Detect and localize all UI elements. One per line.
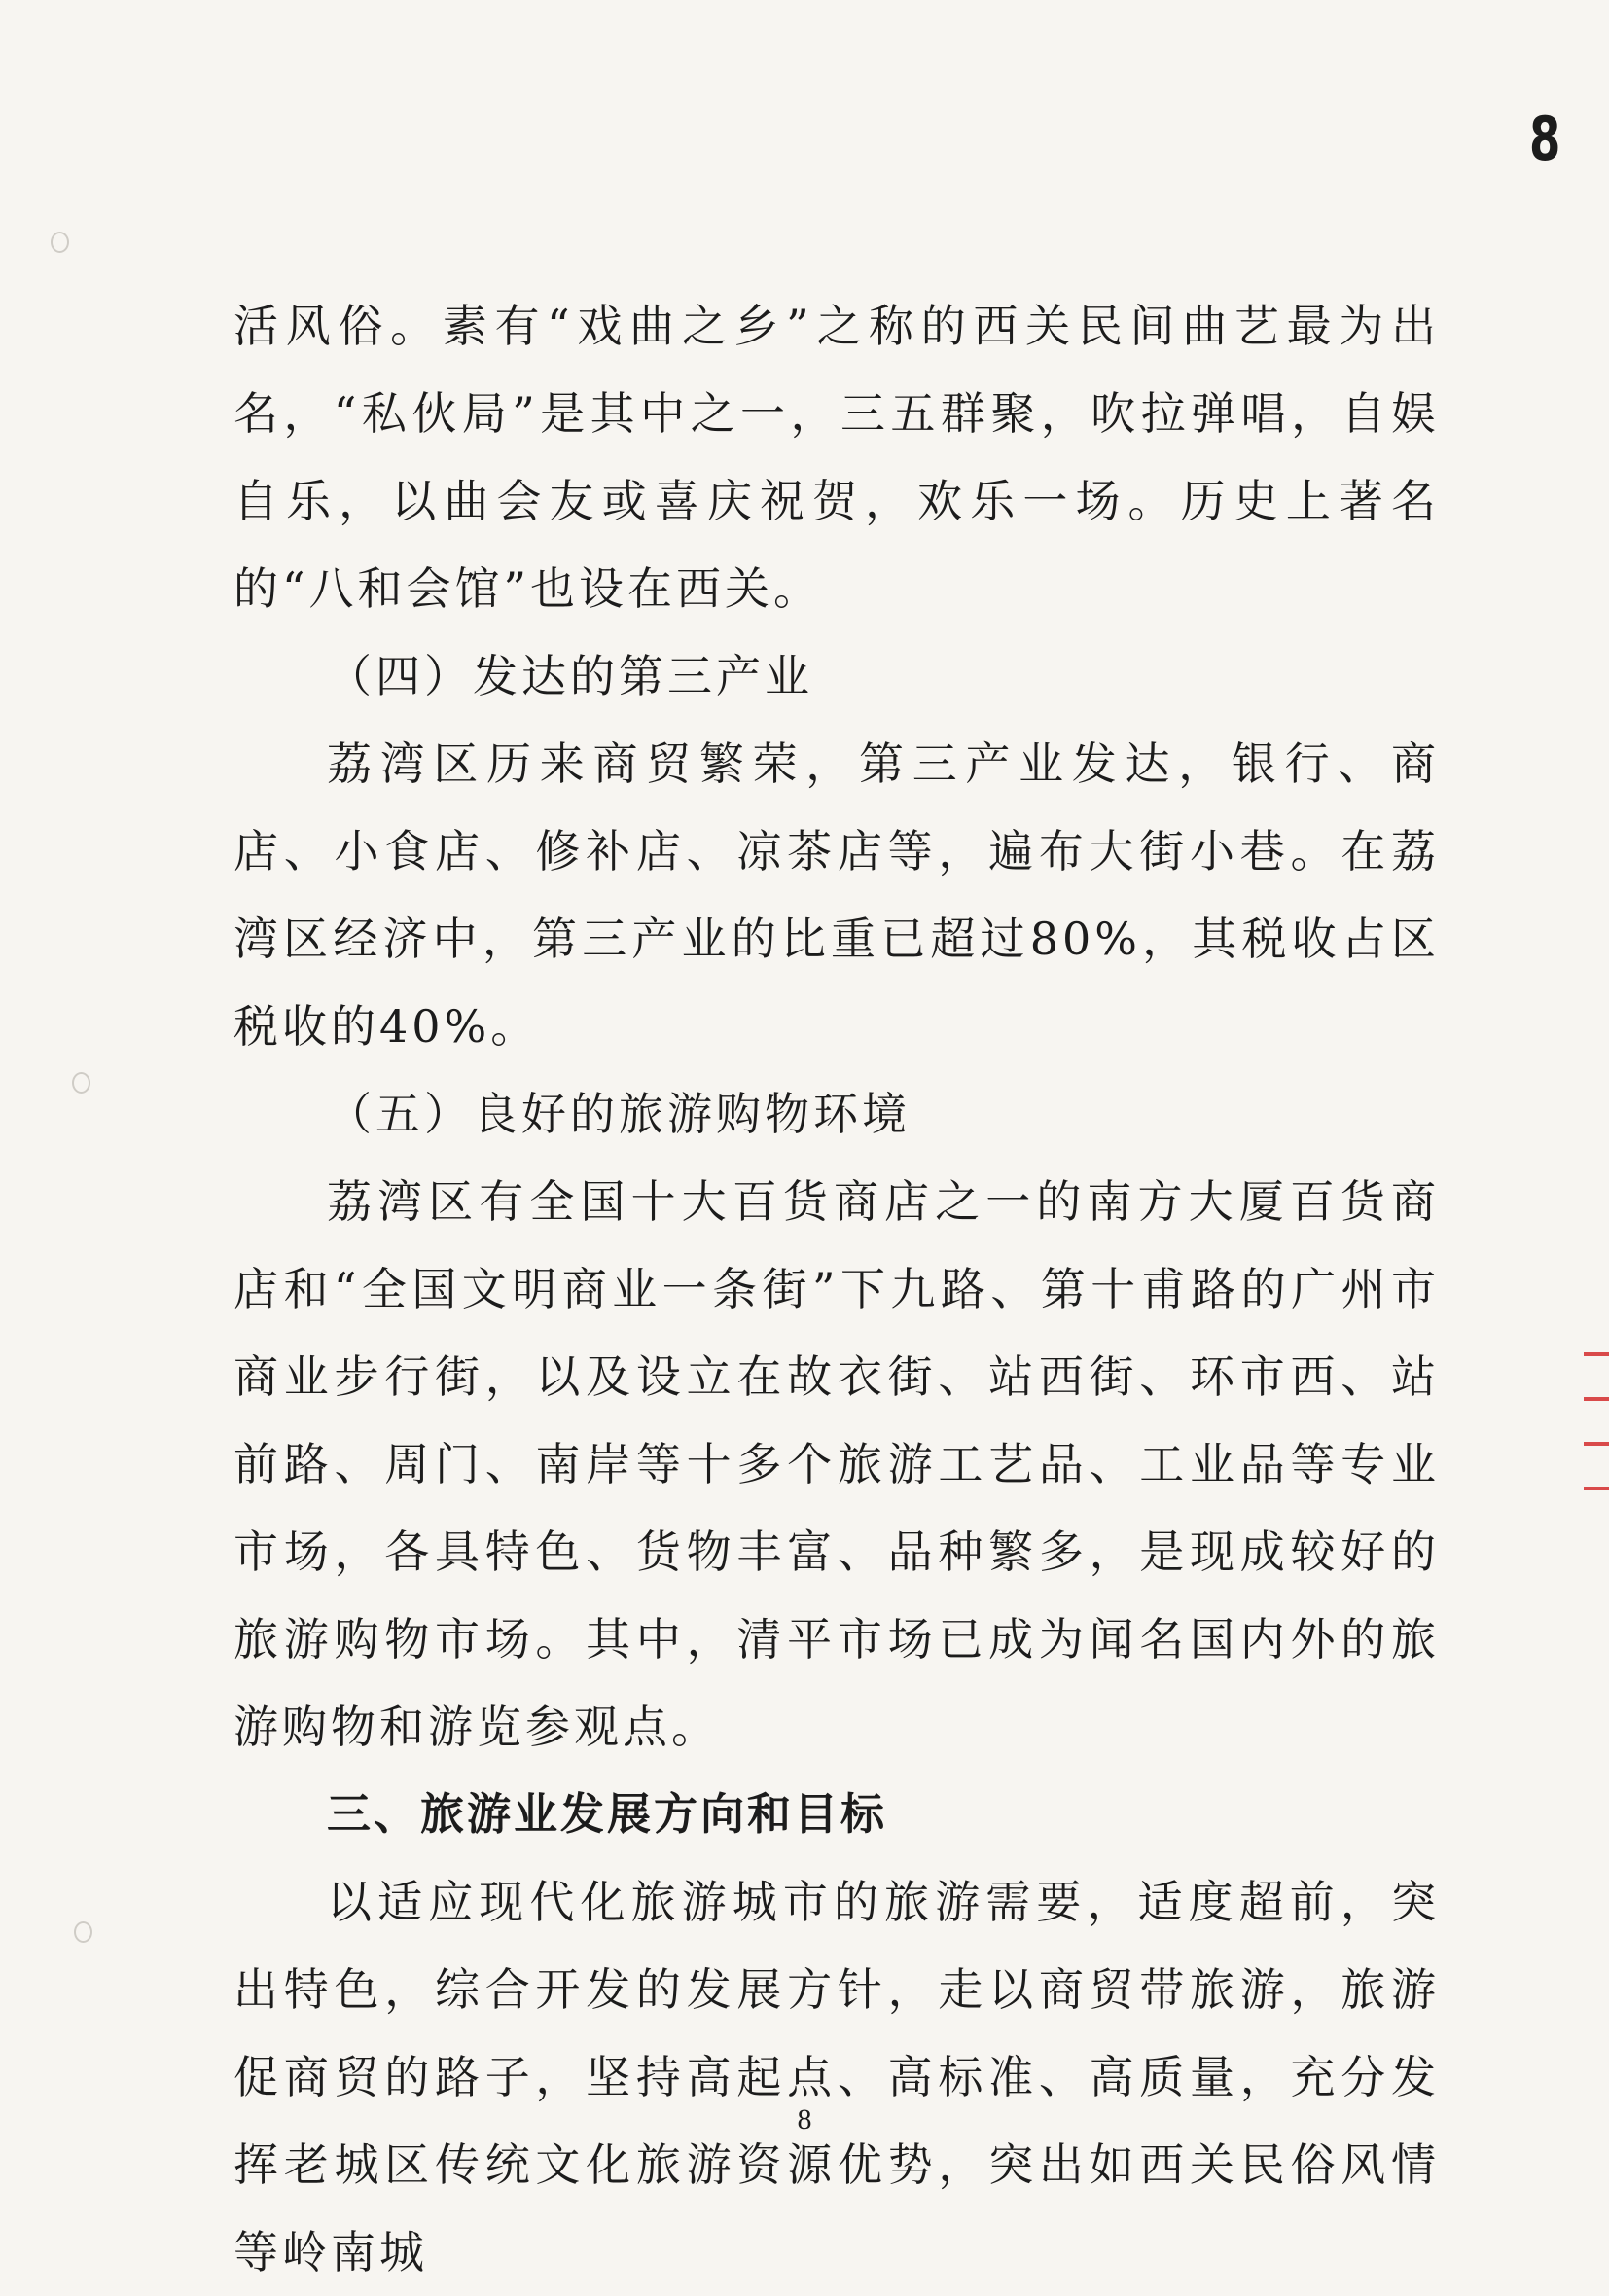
section-heading: 三、旅游业发展方向和目标 (327, 1788, 888, 1840)
body-paragraph: 荔湾区有全国十大百货商店之一的南方大厦百货商店和“全国文明商业一条街”下九路、第十甫路的广州市商业步行街，以及设立在故衣街、站西街、环市西、站前路、周门、南岸等十多个旅游工艺品、工业品等专业市场，各具特色、货物丰富、品种繁多，是现成较好的旅游购物市场。其中，清平市场已成为闻名国内外的旅游购物和游览参观点。 (233, 1175, 1440, 1753)
body-paragraph: 以适应现代化旅游城市的旅游需要，适度超前，突出特色，综合开发的发展方针，走以商贸带旅游，旅游促商贸的路子，坚持高起点、高标准、高质量，充分发挥老城区传统文化旅游资源优势，突出如西关民俗风情等岭南城 (233, 1876, 1440, 2278)
red-margin-mark (1584, 1487, 1609, 1490)
subsection-heading: （五）良好的旅游购物环境 (327, 1088, 911, 1140)
red-margin-mark (1584, 1397, 1609, 1401)
document-body (233, 282, 1440, 2296)
red-margin-mark (1584, 1442, 1609, 1446)
red-margin-mark (1584, 1352, 1609, 1356)
punch-hole-top (51, 232, 69, 253)
subsection-heading: （四）发达的第三产业 (327, 650, 813, 702)
body-paragraph: 活风俗。素有“戏曲之乡”之称的西关民间曲艺最为出名，“私伙局”是其中之一，三五群聚，吹拉弹唱，自娱自乐，以曲会友或喜庆祝贺，欢乐一场。历史上著名的“八和会馆”也设在西关。 (233, 300, 1440, 615)
punch-hole-bottom (74, 1921, 92, 1943)
footer-page-number: 8 (797, 2103, 812, 2135)
punch-hole-middle (72, 1072, 90, 1094)
body-paragraph: 荔湾区历来商贸繁荣，第三产业发达，银行、商店、小食店、修补店、凉茶店等，遍布大街小巷。在荔湾区经济中，第三产业的比重已超过80%，其税收占区税收的40%。 (233, 737, 1440, 1053)
handwritten-page-number: 8 (1529, 103, 1561, 174)
